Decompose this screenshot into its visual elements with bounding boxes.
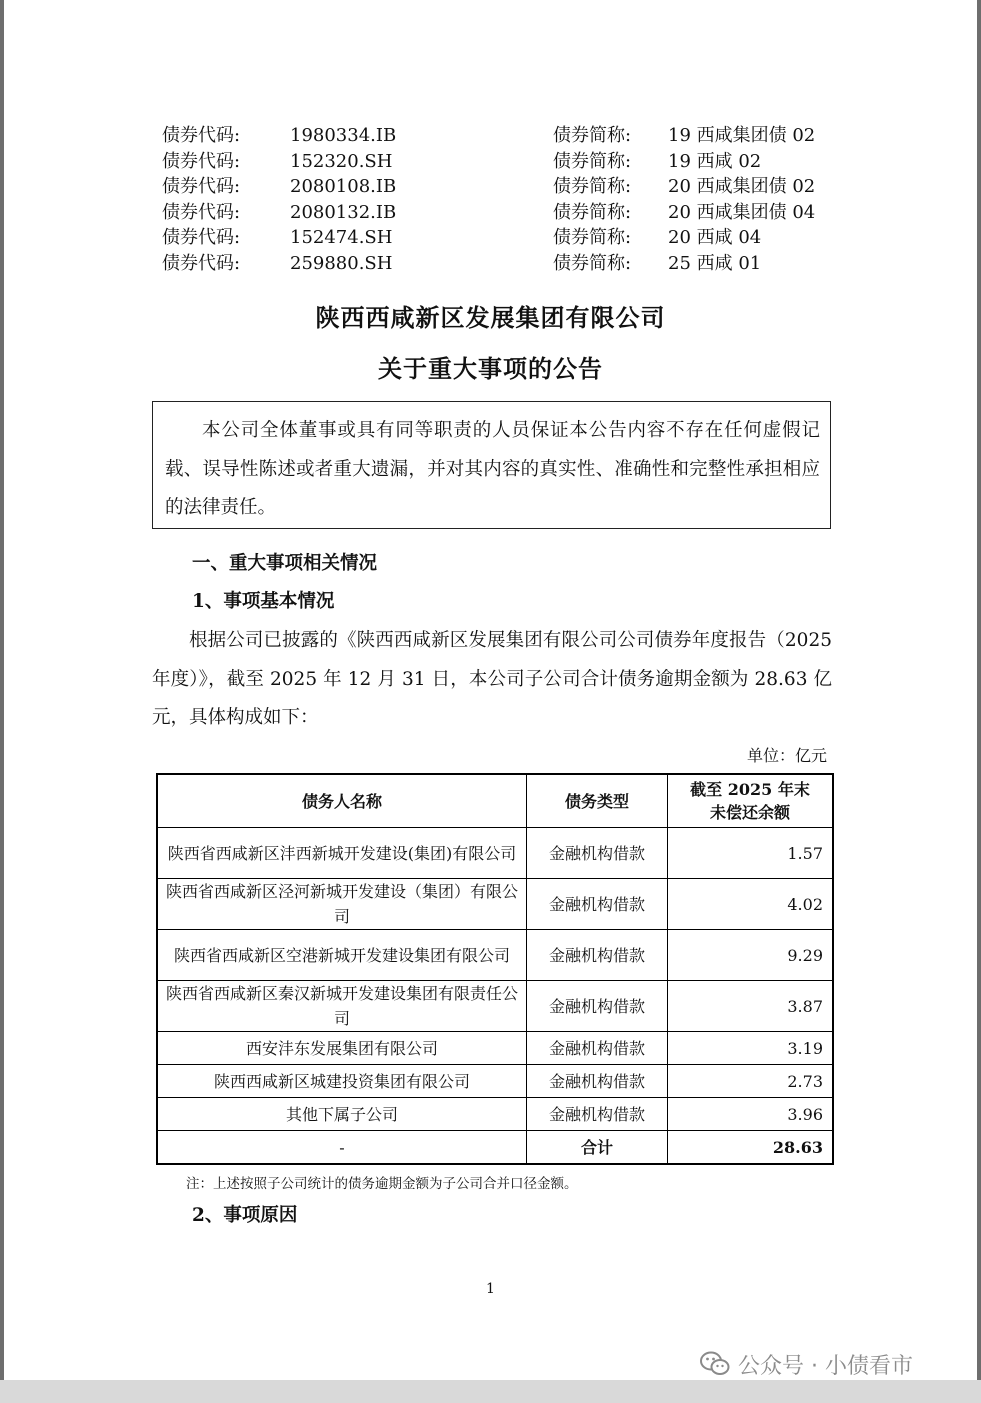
table-total-row	[157, 1131, 833, 1165]
page-number: 1	[486, 1281, 495, 1297]
bond-short-name: 20 西咸集团债 04	[668, 201, 816, 223]
bond-code-row	[162, 200, 842, 226]
basic-situation-text: 根据公司已披露的《陕西西咸新区发展集团有限公司公司债券年度报告（2025 年度）》，截至 2025 年 12 月 31 日，本公司子公司合计债务逾期金额为 28.63 亿元，具体构成如下：	[152, 630, 832, 728]
bond-short-name: 19 西咸 02	[668, 150, 762, 172]
bond-short-name: 25 西咸 01	[668, 252, 762, 274]
debt-type: 金融机构借款	[527, 1098, 668, 1131]
total-row-name: -	[157, 1131, 527, 1165]
debtor-name: 陕西省西咸新区沣西新城开发建设(集团)有限公司	[157, 828, 527, 879]
watermark	[700, 1346, 913, 1382]
table-row	[157, 1098, 833, 1131]
subsection-heading: 2、事项原因	[192, 1205, 298, 1226]
bond-short-name: 20 西咸集团债 02	[668, 176, 816, 198]
outstanding-amount: 4.02	[668, 879, 834, 930]
responsibility-statement-box	[152, 401, 831, 529]
outstanding-amount: 3.96	[668, 1098, 834, 1131]
bond-code-row	[162, 149, 842, 175]
bond-code-label: 债券代码:	[162, 227, 241, 249]
bond-code-label: 债券代码:	[162, 125, 241, 146]
bond-code-label: 债券代码:	[162, 150, 241, 172]
debtor-name: 陕西省西咸新区泾河新城开发建设（集团）有限公司	[157, 879, 527, 930]
bond-short-label: 债券简称:	[553, 150, 632, 172]
table-row	[157, 930, 833, 981]
wechat-icon	[700, 1351, 730, 1377]
body-paragraph	[152, 622, 832, 738]
header-outstanding-amount	[668, 774, 834, 828]
overdue-debt-table	[156, 773, 834, 1165]
table-note: 注：上述按照子公司统计的债务逾期金额为子公司合并口径金额。	[186, 1176, 578, 1192]
debt-type: 金融机构借款	[527, 930, 668, 981]
debtor-name: 陕西省西咸新区空港新城开发建设集团有限公司	[157, 930, 527, 981]
bond-short-label: 债券简称:	[553, 227, 632, 249]
bond-short-label: 债券简称:	[553, 176, 632, 198]
bond-short-name: 20 西咸 04	[668, 227, 762, 249]
bond-code-row	[162, 123, 842, 149]
header-debtor-name: 债务人名称	[157, 774, 527, 828]
bond-short-label: 债券简称:	[553, 252, 632, 274]
debtor-name: 其他下属子公司	[157, 1098, 527, 1131]
table-row	[157, 981, 833, 1032]
outstanding-amount: 9.29	[668, 930, 834, 981]
table-row	[157, 879, 833, 930]
total-amount: 28.63	[668, 1131, 834, 1165]
table-row	[157, 828, 833, 879]
bond-code-list	[162, 123, 842, 277]
table-row	[157, 1032, 833, 1065]
total-label: 合计	[527, 1131, 668, 1165]
document-page	[4, 0, 977, 1380]
viewer-bottom-bar	[0, 1380, 981, 1403]
table-header-row	[157, 774, 833, 828]
document-subtitle: 关于重大事项的公告	[378, 354, 603, 383]
bond-code-label: 债券代码:	[162, 252, 241, 274]
responsibility-statement: 本公司全体董事或具有同等职责的人员保证本公告内容不存在任何虚假记载、误导性陈述或者重大遗漏，并对其内容的真实性、准确性和完整性承担相应的法律责任。	[165, 420, 820, 518]
bond-short-label: 债券简称:	[553, 201, 632, 223]
debt-type: 金融机构借款	[527, 1065, 668, 1098]
bond-code-label: 债券代码:	[162, 176, 241, 198]
bond-short-name: 19 西咸集团债 02	[668, 125, 816, 146]
bond-code: 259880.SH	[290, 252, 393, 274]
bond-code: 2080108.IB	[290, 176, 397, 198]
watermark-text: 公众号 · 小债看市	[738, 1353, 913, 1379]
bond-code: 2080132.IB	[290, 201, 397, 223]
unit-label: 单位：亿元	[746, 746, 827, 765]
debtor-name: 陕西省西咸新区秦汉新城开发建设集团有限责任公司	[157, 981, 527, 1032]
document-title: 陕西西咸新区发展集团有限公司	[315, 303, 666, 332]
outstanding-amount: 3.19	[668, 1032, 834, 1065]
bond-code: 1980334.IB	[290, 125, 397, 146]
header-debt-type: 债务类型	[527, 774, 668, 828]
bond-code-row	[162, 251, 842, 277]
bond-code-row	[162, 174, 842, 200]
debt-type: 金融机构借款	[527, 879, 668, 930]
bond-short-label: 债券简称:	[553, 125, 632, 146]
section-heading: 一、重大事项相关情况	[192, 553, 378, 574]
debt-type: 金融机构借款	[527, 828, 668, 879]
bond-code-label: 债券代码:	[162, 201, 241, 223]
header-amount-line1: 截至 2025 年末	[690, 780, 810, 799]
bond-code-row	[162, 225, 842, 251]
debt-type: 金融机构借款	[527, 981, 668, 1032]
bond-code: 152474.SH	[290, 227, 393, 249]
subsection-heading: 1、事项基本情况	[192, 591, 335, 612]
header-amount-line2: 未偿还余额	[709, 803, 790, 822]
debtor-name: 西安沣东发展集团有限公司	[157, 1032, 527, 1065]
debtor-name: 陕西西咸新区城建投资集团有限公司	[157, 1065, 527, 1098]
outstanding-amount: 3.87	[668, 981, 834, 1032]
outstanding-amount: 1.57	[668, 828, 834, 879]
outstanding-amount: 2.73	[668, 1065, 834, 1098]
bond-code: 152320.SH	[290, 150, 393, 172]
debt-type: 金融机构借款	[527, 1032, 668, 1065]
table-row	[157, 1065, 833, 1098]
